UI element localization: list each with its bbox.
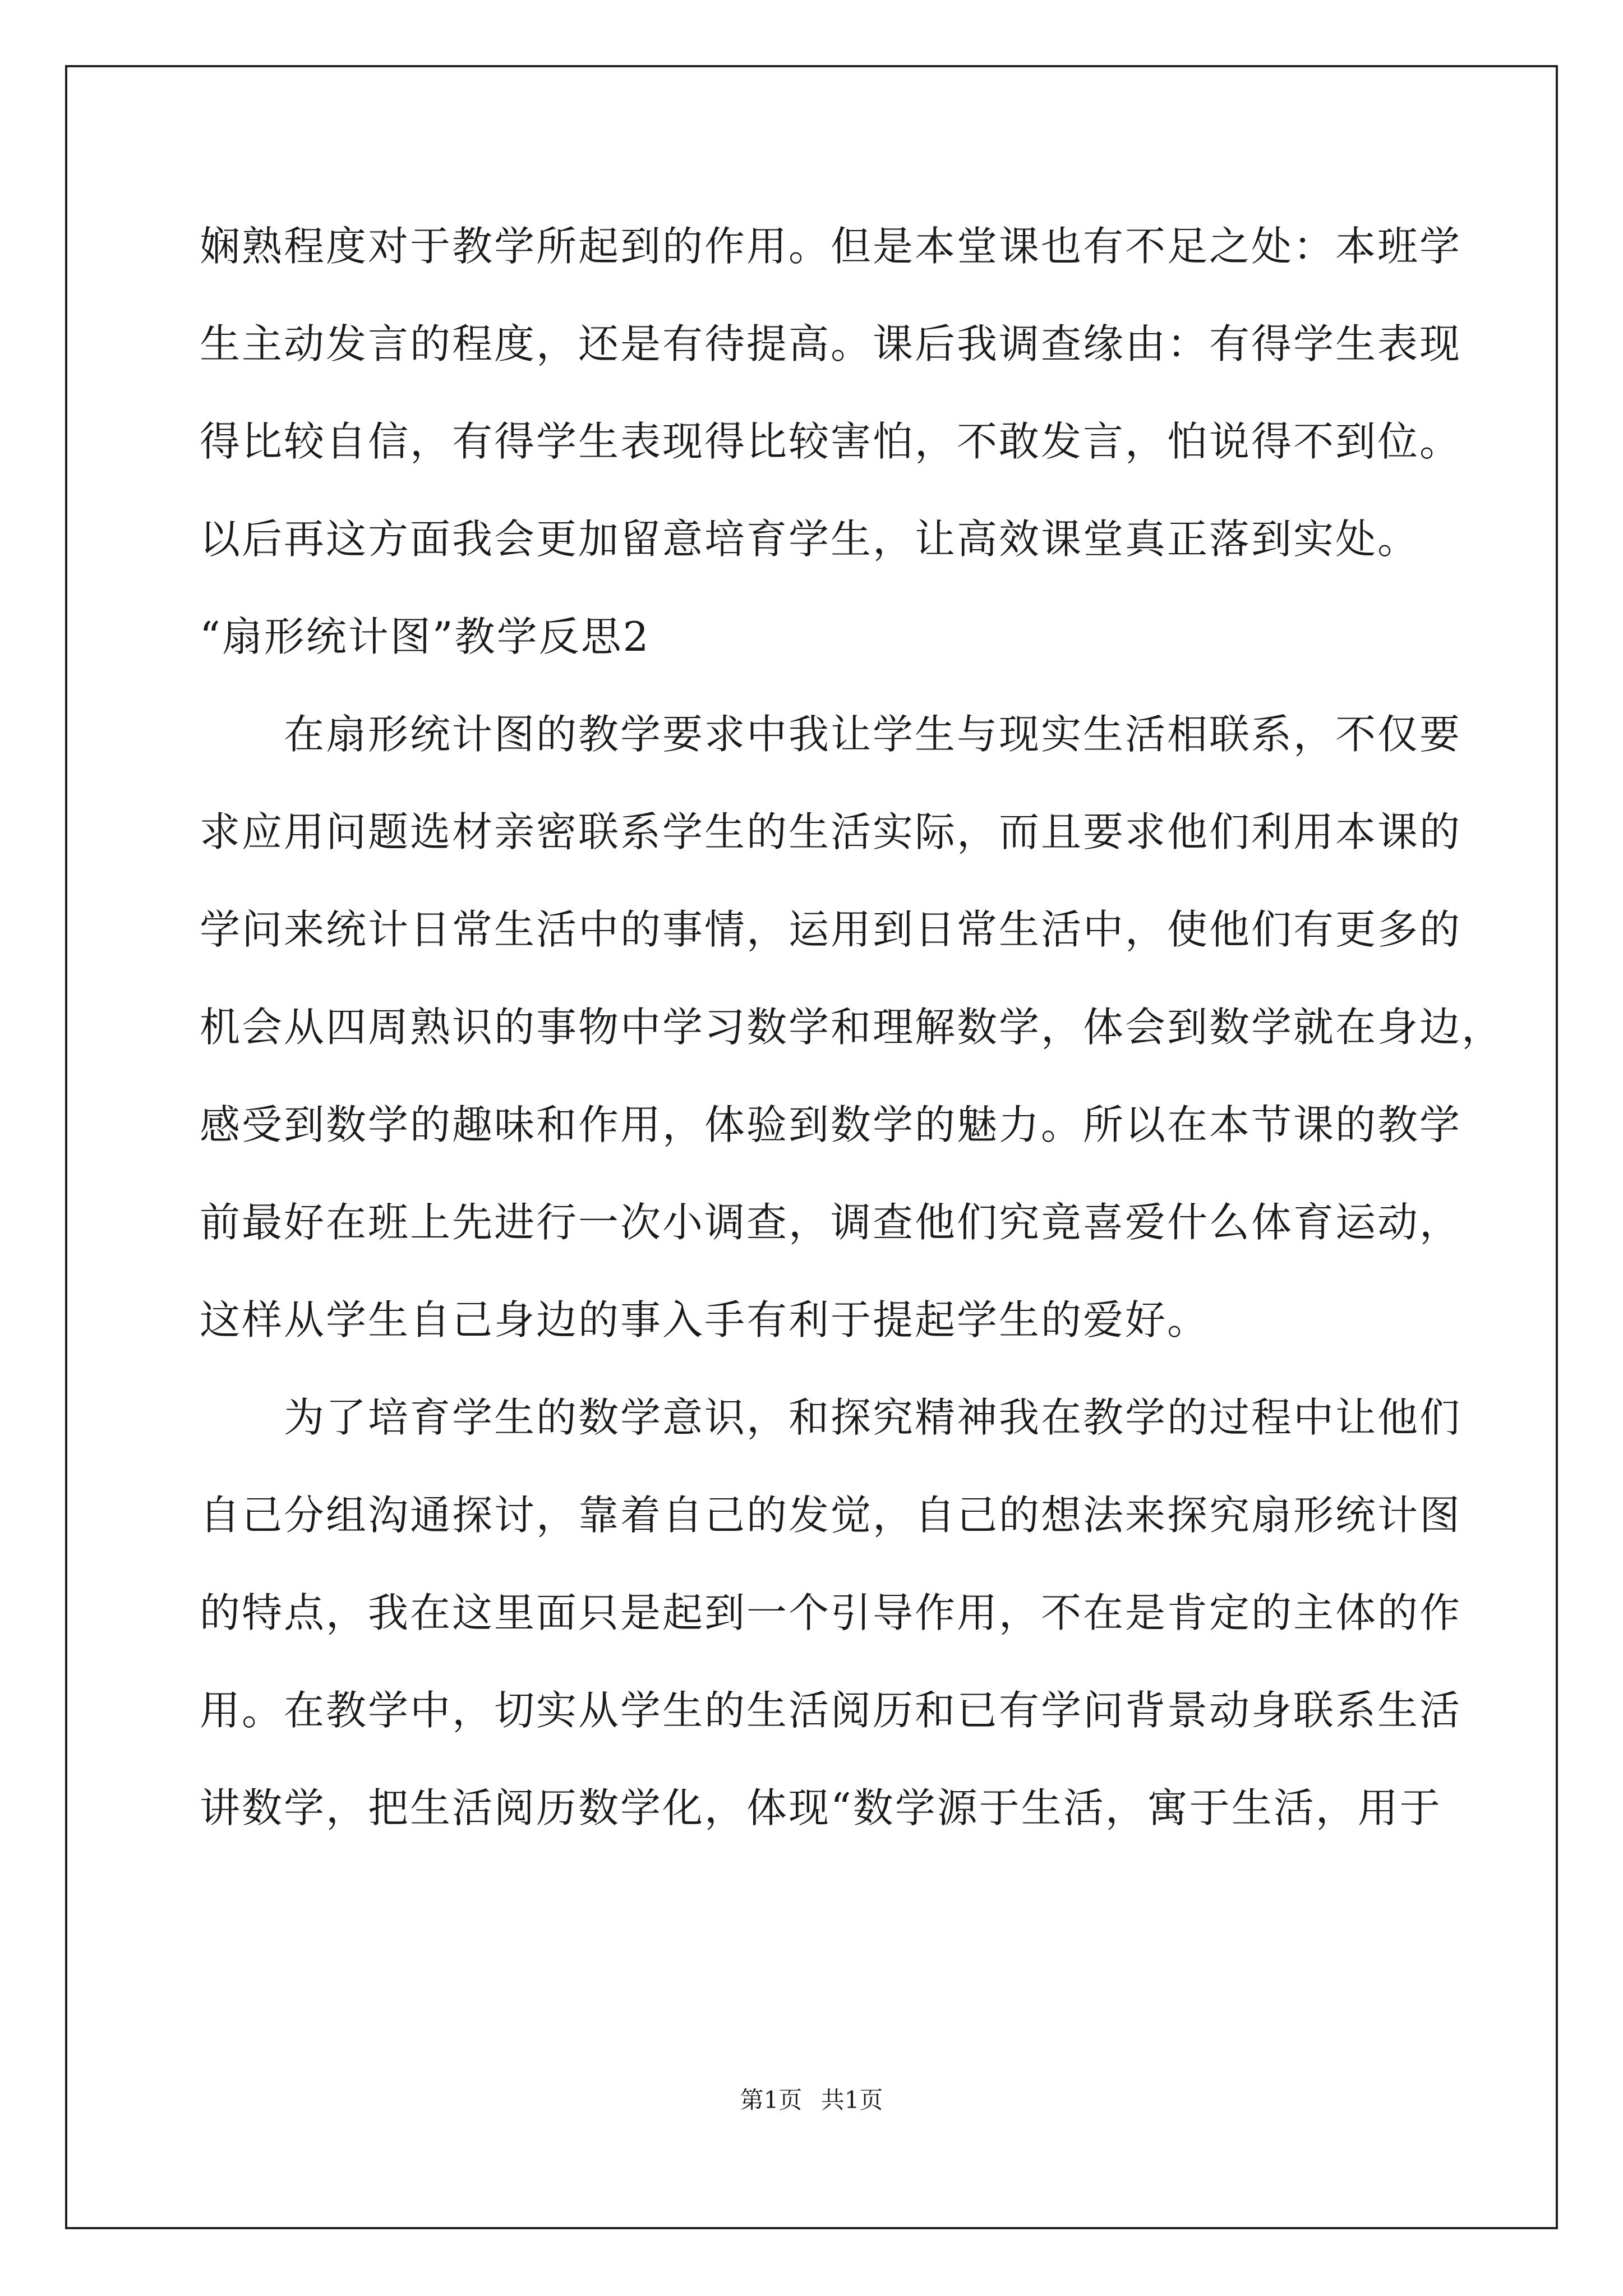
text-line: 求应用问题选材亲密联系学生的生活实际，而且要求他们利用本课的 — [200, 808, 1462, 855]
text-line: 自己分组沟通探讨，靠着自己的发觉，自己的想法来探究扇形统计图 — [200, 1492, 1462, 1539]
text-line: 的特点，我在这里面只是起到一个引导作用，不在是肯定的主体的作 — [200, 1589, 1462, 1636]
text-line: 讲数学，把生活阅历数学化，体现“数学源于生活，寓于生活，用于 — [200, 1784, 1442, 1832]
text-line: 娴熟程度对于教学所起到的作用。但是本堂课也有不足之处：本班学 — [200, 223, 1462, 270]
text-line: 为了培育学生的数学意识，和探究精神我在教学的过程中让他们 — [200, 1394, 1462, 1441]
text-line: 学问来统计日常生活中的事情，运用到日常生活中，使他们有更多的 — [200, 906, 1462, 953]
page-number: 第1页 — [740, 2086, 803, 2114]
text-line: 以后再这方面我会更加留意培育学生，让高效课堂真正落到实处。 — [200, 516, 1420, 563]
text-line: 用。在教学中，切实从学生的生活阅历和已有学问背景动身联系生活 — [200, 1687, 1462, 1734]
page-footer — [0, 2088, 1623, 2112]
text-line: 在扇形统计图的教学要求中我让学生与现实生活相联系，不仅要 — [200, 711, 1462, 758]
page-total: 共1页 — [820, 2086, 883, 2114]
text-line: 前最好在班上先进行一次小调查，调查他们究竟喜爱什么体育运动， — [200, 1199, 1462, 1246]
text-line: 感受到数学的趣味和作用，体验到数学的魅力。所以在本节课的教学 — [200, 1101, 1462, 1148]
text-line: 得比较自信，有得学生表现得比较害怕，不敢发言，怕说得不到位。 — [200, 418, 1462, 465]
text-line: 机会从四周熟识的事物中学习数学和理解数学，体会到数学就在身边， — [200, 1004, 1504, 1051]
section-heading: “扇形统计图”教学反思2 — [200, 613, 651, 660]
text-line: 生主动发言的程度，还是有待提高。课后我调查缘由：有得学生表现 — [200, 320, 1462, 367]
text-line: 这样从学生自己身边的事入手有利于提起学生的爱好。 — [200, 1296, 1210, 1343]
